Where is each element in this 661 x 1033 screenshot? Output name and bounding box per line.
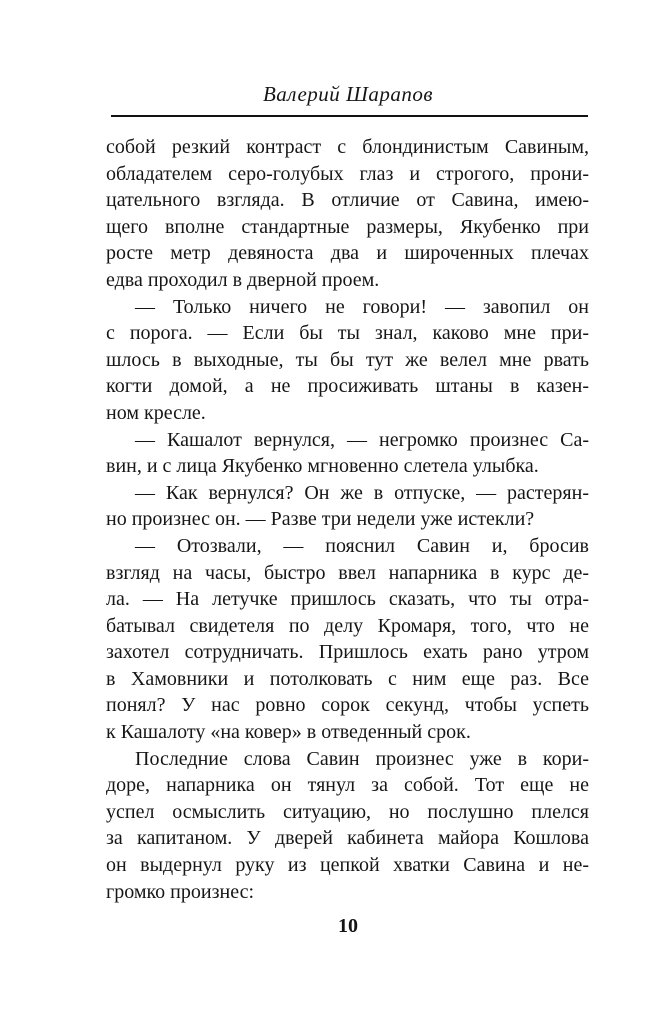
text-line: за капитаном. У дверей кабинета майора Кошлова — [106, 827, 589, 850]
text-line: батывал свидетеля по делу Кромаря, того, что не — [106, 614, 589, 637]
text-line: понял? У нас ровно сорок секунд, чтобы успеть — [106, 694, 589, 717]
text-block — [106, 134, 589, 905]
running-header: Валерий Шарапов — [262, 82, 434, 106]
text-line: — Как вернулся? Он же в отпуске, — растерян- — [135, 481, 589, 504]
text-line: когти домой, а не просиживать штаны в казен- — [106, 375, 589, 398]
text-line: с порога. — Если бы ты знал, каково мне при- — [106, 322, 589, 345]
paragraph — [106, 427, 589, 480]
text-line: собой резкий контраст с блондинистым Савиным, — [106, 136, 589, 158]
paragraph — [106, 294, 589, 427]
text-line: едва проходил в дверной проем. — [106, 268, 380, 291]
text-line: захотел сотрудничать. Пришлось ехать рано утром — [106, 641, 589, 664]
text-line: но произнес он. — Разве три недели уже истекли? — [106, 508, 535, 531]
text-line: успел осмыслить ситуацию, но послушно плелся — [106, 800, 589, 823]
text-line: — Только ничего не говори! — завопил он — [135, 295, 589, 318]
text-line: Последние слова Савин произнес уже в кори- — [135, 747, 589, 770]
text-line: цательного взгляда. В отличие от Савина, имею- — [106, 189, 589, 212]
paragraph — [106, 480, 589, 533]
text-line: вин, и с лица Якубенко мгновенно слетела улыбка. — [106, 455, 539, 478]
paragraph — [106, 746, 589, 906]
text-line: — Кашалот вернулся, — негромко произнес Са- — [135, 428, 589, 451]
text-line: ла. — На летучке пришлось сказать, что ты отра- — [106, 588, 589, 611]
text-line: он выдернул руку из цепкой хватки Савина и не- — [106, 854, 589, 877]
header-rule — [111, 115, 588, 117]
text-line: к Кашалоту «на ковер» в отведенный срок. — [106, 721, 471, 744]
page-number: 10 — [338, 915, 358, 937]
paragraph — [106, 533, 589, 746]
text-line: взгляд на часы, быстро ввел напарника в курс де- — [106, 561, 589, 584]
text-line: шлось в выходные, ты бы тут же велел мне рвать — [106, 348, 589, 371]
text-line: ном кресле. — [106, 401, 206, 424]
text-line: громко произнес: — [106, 880, 254, 903]
text-line: росте метр девяноста два и широченных плечах — [106, 242, 589, 265]
paragraph — [106, 134, 589, 294]
text-line: обладателем серо-голубых глаз и строгого, прони- — [106, 162, 589, 185]
text-line: — Отозвали, — пояснил Савин и, бросив — [135, 534, 589, 557]
text-line: доре, напарника он тянул за собой. Тот еще не — [106, 774, 589, 797]
text-line: в Хамовники и потолковать с ним еще раз. Все — [106, 667, 589, 690]
text-line: щего вполне стандартные размеры, Якубенко при — [106, 215, 589, 238]
